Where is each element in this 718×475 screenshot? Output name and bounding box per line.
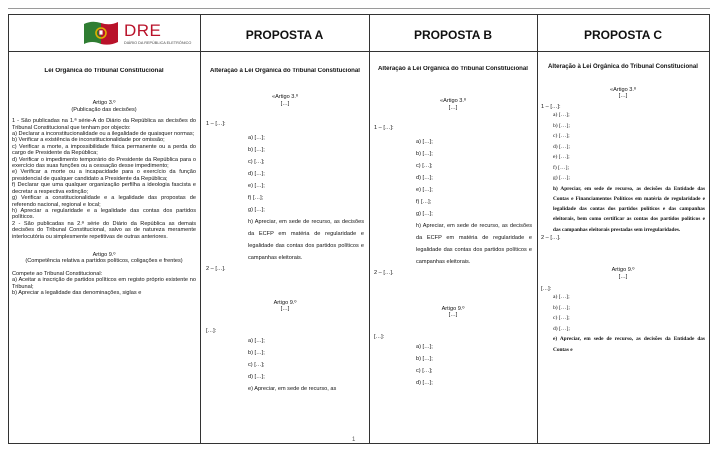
list-item: g) Verificar a constitucionalidade e a legalidade das propostas de referendo nacional, regional e local; xyxy=(12,195,196,208)
logo-subtitle: DIÁRIO DA REPÚBLICA ELETRÓNICO xyxy=(124,41,192,45)
proposta-b-ellipsis: […] xyxy=(448,104,458,111)
proposta-c-n2: 2 – […]. xyxy=(541,234,561,241)
list-item: e) Apreciar, em sede de recurso, as decisões da Entidade das Contas e xyxy=(553,336,705,353)
list-item: b) […]; xyxy=(248,349,265,356)
list-item: b) Verificar a existência de inconstitucionalidade por omissão; xyxy=(12,137,165,144)
list-item: a) […]; xyxy=(248,337,265,344)
list-item: d) […]; xyxy=(416,174,433,181)
header-proposta-b: PROPOSTA B xyxy=(413,28,492,42)
list-item: d) Verificar o impedimento temporário do Presidente da República para o exercício das suas funções ou a cessação desse impedimento; xyxy=(12,156,196,170)
proposta-a-ellipsis: […] xyxy=(280,100,290,107)
header-row-divider xyxy=(8,51,710,52)
header-proposta-c: PROPOSTA C xyxy=(583,28,662,42)
list-item: d) […]; xyxy=(248,373,265,380)
list-item: b) […]; xyxy=(553,122,570,129)
list-item: g) […]; xyxy=(416,210,433,217)
logo-wordmark: DRE xyxy=(124,21,162,40)
portugal-flag-icon xyxy=(82,18,120,46)
column-proposta-b xyxy=(374,66,532,440)
column-current-law xyxy=(12,68,196,440)
table-border-right xyxy=(709,14,710,444)
header-proposta-a: PROPOSTA A xyxy=(245,28,324,42)
column-divider xyxy=(537,14,538,444)
proposta-a-items xyxy=(206,132,364,216)
list-item: e) Apreciar, em sede de recurso, as xyxy=(248,385,337,392)
proposta-a-art9-ellipsis: […] xyxy=(280,306,290,313)
proposta-a-art9-title: Artigo 9.º xyxy=(273,299,297,306)
list-item: c) Verificar a morte, a impossibilidade física permanente ou a perda do cargo de Presidente da República; xyxy=(12,143,196,157)
table-bottom-border xyxy=(8,443,710,444)
current-art3-items xyxy=(12,131,196,221)
list-item: e) […]; xyxy=(416,186,433,193)
proposta-c-art9-title: Artigo 9.º xyxy=(611,267,635,274)
proposta-a-art9-intro: […]: xyxy=(206,328,217,335)
current-art3-para2: 2 - São publicadas na 2.ª série do Diário da República as demais decisões do Tribunal Constitucional, salvo as de natureza meramente interlocutória ou simplesmente repetitivas de outras anteriores. xyxy=(12,220,196,240)
list-item: f) Declarar que uma qualquer organização perfilha a ideologia fascista e decretar a respectiva extinção; xyxy=(12,182,196,195)
proposta-b-item-h: h) Apreciar, em sede de recurso, as decisões da ECFP em matéria de regularidade e legalidade das contas dos partidos políticos e campanhas eleitorais. xyxy=(416,222,532,265)
list-item: a) […]; xyxy=(416,138,433,145)
proposta-c-art3-title: «Artigo 3.º xyxy=(610,87,636,93)
list-item: b) […]; xyxy=(416,150,433,157)
proposta-a-art9-items xyxy=(206,335,364,395)
proposta-b-art9-ellipsis: […] xyxy=(448,312,458,319)
proposta-c-items xyxy=(541,110,705,184)
proposta-a-n1: 1 – […]: xyxy=(206,121,226,128)
proposta-b-art9-title: Artigo 9.º xyxy=(441,305,465,312)
list-item: g) […]; xyxy=(248,206,265,213)
list-item: b) […]; xyxy=(553,304,570,311)
list-item: g) […]; xyxy=(553,175,570,182)
proposta-a-title: Alteração à Lei Orgânica do Tribunal Constitucional xyxy=(209,68,360,74)
proposta-b-n1: 1 – […]: xyxy=(374,125,394,132)
proposta-b-art3-title: «Artigo 3.º xyxy=(440,98,466,105)
proposta-a-n2: 2 – […]. xyxy=(206,265,226,272)
list-item: d) […]; xyxy=(553,143,570,150)
list-item: c) […]; xyxy=(416,367,433,374)
current-title: Lei Orgânica do Tribunal Constitucional xyxy=(44,68,164,74)
proposta-c-art9-ellipsis: […] xyxy=(618,273,628,280)
list-item: e) […]; xyxy=(553,154,570,161)
proposta-c-art9-items xyxy=(541,292,705,355)
current-art3-title: Artigo 3.º xyxy=(92,100,116,107)
proposta-b-art9-items xyxy=(374,341,532,389)
list-item: e) […]; xyxy=(248,182,265,189)
list-item: c) […]; xyxy=(553,133,570,140)
column-divider xyxy=(200,14,201,444)
list-item: c) […]; xyxy=(553,315,570,322)
list-item: f) […]; xyxy=(553,164,569,171)
proposta-c-ellipsis: […] xyxy=(618,93,628,100)
page-number: 1 xyxy=(352,437,356,443)
list-item: c) […]; xyxy=(248,361,265,368)
proposta-b-items xyxy=(374,136,532,220)
current-art9-title: Artigo 9.º xyxy=(92,251,116,258)
current-art9-intro: Compete ao Tribunal Constitucional: xyxy=(12,270,103,277)
list-item: a) […]; xyxy=(553,294,570,301)
list-item: a) […]; xyxy=(248,134,265,141)
proposta-b-n2: 2 – […]. xyxy=(374,269,394,276)
list-item: b) […]; xyxy=(416,355,433,362)
list-item: f) […]; xyxy=(248,194,264,201)
column-proposta-c xyxy=(541,62,705,440)
list-item: a) Aceitar a inscrição de partidos políticos em registo próprio existente no Tribunal; xyxy=(12,277,196,290)
list-item: a) […]; xyxy=(416,343,433,350)
column-proposta-a xyxy=(206,68,364,440)
proposta-c-item-h: h) Apreciar, em sede de recurso, as decisões da Entidade das Contas e Financiamentos Políticos em matéria de regularidade e legalidade das contas dos partidos políticos e das campanhas eleitorais, bem como certificar as contas dos partidos políticos e das campanhas eleitorais prestadas sem irregularidades. xyxy=(553,185,705,233)
proposta-b-art9-intro: […]: xyxy=(374,334,385,341)
list-item: c) […]; xyxy=(416,162,433,169)
proposta-a-art3-title: «Artigo 3.º xyxy=(272,94,298,101)
current-art3-subtitle: (Publicação das decisões) xyxy=(71,106,137,113)
column-divider xyxy=(369,14,370,444)
list-item: d) […]; xyxy=(416,379,433,386)
list-item: e) Verificar a morte ou a incapacidade para o exercício da função presidencial de qualquer candidato a Presidente da República; xyxy=(12,169,196,182)
proposta-b-title: Alteração à Lei Orgânica do Tribunal Constitucional xyxy=(377,66,528,72)
list-item: a) […]; xyxy=(553,112,570,119)
current-art9-subtitle: (Competência relativa a partidos políticos, coligações e frentes) xyxy=(25,258,183,265)
proposta-c-n1: 1 – […]: xyxy=(541,103,561,110)
table-border-left xyxy=(8,14,9,444)
current-art3-para1: 1 - São publicadas na 1.ª série-A do Diário da República as decisões do Tribunal Constitucional que tenham por objecto: xyxy=(12,118,196,131)
list-item: a) Declarar a inconstitucionalidade ou a ilegalidade de quaisquer normas; xyxy=(12,131,195,138)
proposta-c-title: Alteração à Lei Orgânica do Tribunal Constitucional xyxy=(547,63,698,70)
list-item: d) […]; xyxy=(248,170,265,177)
table-top-border xyxy=(8,14,710,15)
list-item: h) Apreciar a regularidade e a legalidade das contas dos partidos políticos. xyxy=(12,207,196,221)
list-item: f) […]; xyxy=(416,198,432,205)
list-item: b) Apreciar a legalidade das denominações, siglas e xyxy=(12,289,142,296)
proposta-a-item-h: h) Apreciar, em sede de recurso, as decisões da ECFP em matéria de regularidade e legalidade das contas dos partidos políticos e campanhas eleitorais. xyxy=(248,218,364,261)
list-item: c) […]; xyxy=(248,158,265,165)
list-item: b) […]; xyxy=(248,146,265,153)
proposta-c-art9-intro: […]: xyxy=(541,285,552,292)
list-item: d) […]; xyxy=(553,325,570,332)
